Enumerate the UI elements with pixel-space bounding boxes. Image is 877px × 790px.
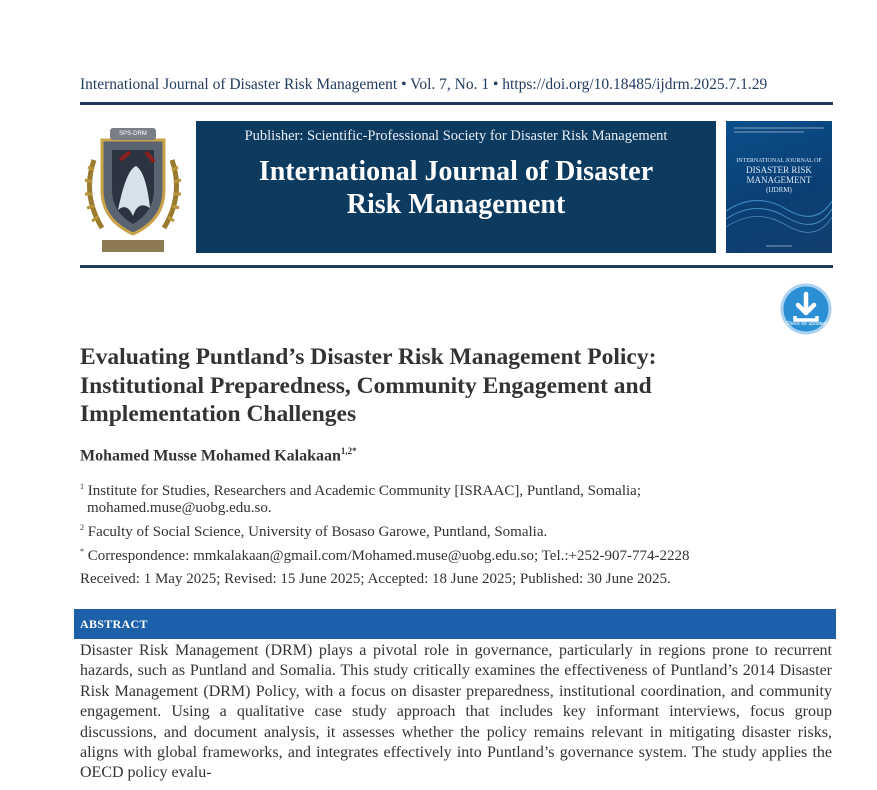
journal-title [196, 155, 716, 221]
check-for-updates-button[interactable] [780, 283, 832, 335]
article-title-line1: Evaluating Puntland’s Disaster Risk Management Policy: [80, 344, 657, 370]
cover-line2: DISASTER RISK [746, 165, 812, 175]
cover-line4: (IJDRM) [766, 186, 792, 194]
journal-title-line1: International Journal of Disaster [258, 156, 654, 187]
journal-title-line2: Risk Management [346, 189, 566, 220]
affiliation-2 [80, 519, 547, 541]
header-rule-top [80, 102, 833, 105]
journal-cover-thumbnail [726, 121, 832, 253]
correspondence [80, 543, 689, 565]
publication-dates: Received: 1 May 2025; Revised: 15 June 2025; Accepted: 18 June 2025; Published: 30 June 2025. [80, 571, 671, 587]
affiliation-1 [80, 478, 641, 517]
affiliation-1-line1: Institute for Studies, Researchers and Academic Community [ISRAAC], Puntland, Somalia; [87, 483, 641, 499]
publisher-line: Publisher: Scientific-Professional Society for Disaster Risk Management [244, 128, 668, 144]
abstract-heading-bar [74, 609, 836, 639]
check-updates-label: Check for updates [785, 321, 827, 327]
abstract-heading: ABSTRACT [80, 617, 148, 631]
society-logo [80, 120, 186, 254]
affiliation-1-email: mohamed.muse@uobg.edu.so. [87, 500, 272, 516]
abstract-text: Disaster Risk Management (DRM) plays a pivotal role in governance, particularly in regions prone to recurrent hazards, such as Puntland and Somalia. This study critically examines the effectiveness of Puntland’s 2014 Disaster Risk Management (DRM) Policy, with a focus on disaster preparedness, institutional coordination, and community engagement. Using a qualitative case study approach that includes key informant interviews, focus group discussions, and document analysis, it assesses whether the policy remains relevant in mitigating disaster risks, aligns with global frameworks, and integrates effectively into Puntland’s governance system. The study applies the OECD policy evalu- [80, 642, 832, 782]
article-title-line3: Implementation Challenges [80, 401, 357, 427]
author-line [80, 446, 357, 465]
affiliation-2-text: Faculty of Social Science, University of Bosaso Garowe, Puntland, Somalia. [87, 524, 548, 540]
author-name: Mohamed Musse Mohamed Kalakaan [80, 447, 341, 465]
correspondence-mark: * [80, 547, 84, 556]
affiliation-1-number: 1 [80, 482, 84, 491]
society-logo-emblem [80, 120, 186, 254]
cover-line1: INTERNATIONAL JOURNAL OF [736, 158, 822, 164]
logo-text: SPS-DRM [119, 131, 147, 137]
header-rule-bottom [80, 265, 833, 268]
download-arrow-icon [780, 283, 832, 335]
journal-banner [196, 121, 716, 253]
cover-line3: MANAGEMENT [746, 175, 812, 185]
affiliation-2-number: 2 [80, 523, 84, 532]
author-affiliation-marks: 1,2* [340, 446, 357, 456]
article-title-line2: Institutional Preparedness, Community Engagement and [80, 372, 652, 399]
correspondence-text: Correspondence: mmkalakaan@gmail.com/Mohamed.muse@uobg.edu.so; Tel.:+252-907-774-2228 [87, 548, 690, 564]
article-title [80, 343, 820, 429]
running-head: International Journal of Disaster Risk Management • Vol. 7, No. 1 • https://doi.org/10.18485/ijdrm.2025.7.1.29 [80, 76, 768, 93]
